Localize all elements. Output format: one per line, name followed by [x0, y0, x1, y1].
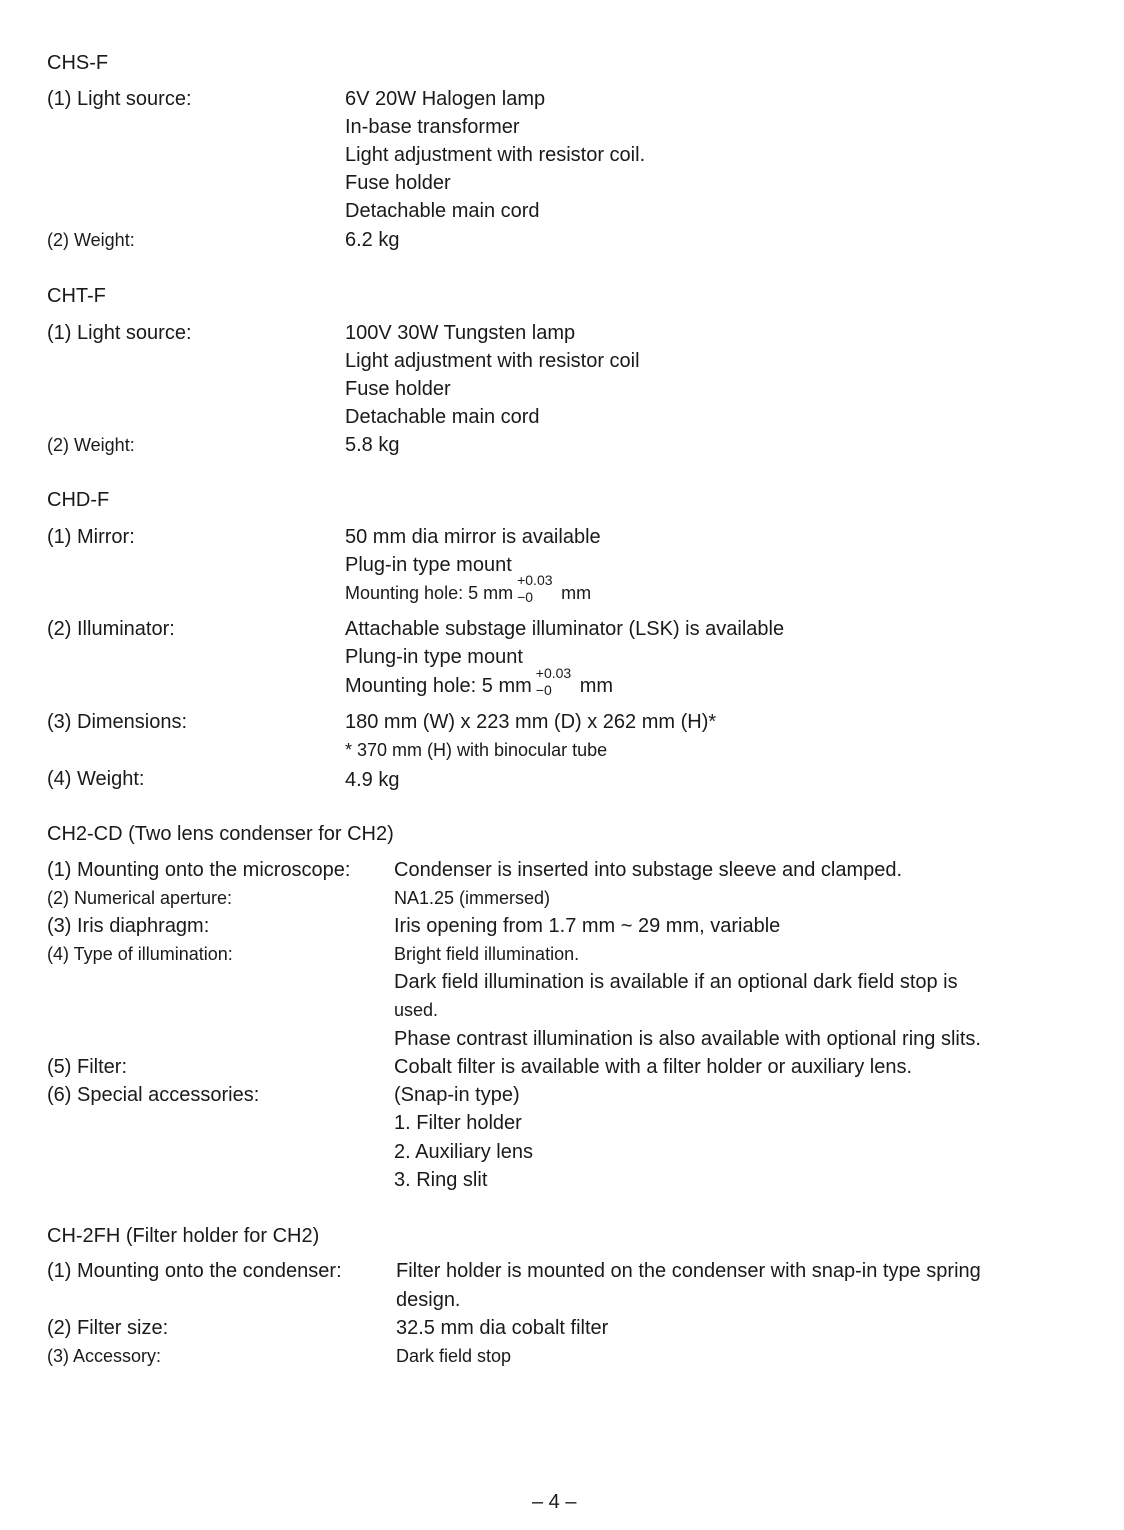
chd-mounting-hole-label: Mounting hole: 5 mm — [345, 583, 514, 603]
ch2cd-label: (5) Filter: — [47, 1056, 127, 1078]
ch2cd-illum-line: Phase contrast illumination is also available with optional ring slits. — [394, 1028, 981, 1050]
chd-heading: CHD-F — [47, 489, 110, 511]
chd-mounting-hole-label: Mounting hole: 5 mm — [345, 675, 532, 697]
cht-light-line: 100V 30W Tungsten lamp — [345, 322, 576, 344]
ch2cd-label: (4) Type of illumination: — [47, 944, 233, 964]
ch2cd-mounting: Condenser is inserted into substage sleeve and clamped. — [394, 859, 903, 881]
chd-weight-label: (4) Weight: — [47, 768, 145, 790]
chd-weight-value: 4.9 kg — [345, 769, 400, 791]
chd-mounting-hole — [345, 665, 614, 700]
ch2fh-heading: CH-2FH (Filter holder for CH2) — [47, 1225, 320, 1247]
ch2cd-label: (6) Special accessories: — [47, 1084, 260, 1106]
ch2cd-label: (1) Mounting onto the microscope: — [47, 859, 351, 881]
chs-heading: CHS-F — [47, 52, 109, 74]
cht-light-line: Detachable main cord — [345, 406, 540, 428]
tolerance-lower: −0 — [535, 682, 552, 698]
page-number: – 4 – — [532, 1491, 577, 1513]
ch2cd-illum-line: used. — [394, 1000, 439, 1020]
unit: mm — [561, 583, 592, 603]
tolerance-upper: +0.03 — [535, 665, 572, 681]
ch2cd-filter: Cobalt filter is available with a filter holder or auxiliary lens. — [394, 1056, 913, 1078]
ch2cd-na: NA1.25 (immersed) — [394, 888, 551, 908]
ch2fh-filter-size: 32.5 mm dia cobalt filter — [396, 1317, 609, 1339]
cht-light-line: Light adjustment with resistor coil — [345, 350, 640, 372]
ch2cd-acc-line: (Snap-in type) — [394, 1084, 520, 1106]
chd-dimensions-line: 180 mm (W) x 223 mm (D) x 262 mm (H)* — [345, 711, 717, 733]
ch2fh-mounting-line: design. — [396, 1289, 461, 1311]
ch2fh-label: (2) Filter size: — [47, 1317, 169, 1339]
chd-dimensions-label: (3) Dimensions: — [47, 711, 188, 733]
chs-weight-label: (2) Weight: — [47, 230, 135, 250]
tolerance — [517, 572, 557, 607]
chd-mirror-label: (1) Mirror: — [47, 526, 135, 548]
ch2fh-label: (1) Mounting onto the condenser: — [47, 1260, 342, 1282]
cht-light-label: (1) Light source: — [47, 322, 192, 344]
tolerance-upper: +0.03 — [517, 572, 553, 588]
tolerance-lower: −0 — [517, 589, 534, 605]
chd-mounting-hole — [345, 572, 592, 607]
chs-weight-value: 6.2 kg — [345, 229, 400, 251]
ch2cd-acc-line: 3. Ring slit — [394, 1169, 488, 1191]
ch2cd-illum-line: Dark field illumination is available if an optional dark field stop is — [394, 971, 958, 993]
chs-light-label: (1) Light source: — [47, 88, 192, 110]
chd-illuminator-line: Attachable substage illuminator (LSK) is available — [345, 618, 785, 640]
chs-light-line: Detachable main cord — [345, 200, 540, 222]
ch2cd-label: (3) Iris diaphragm: — [47, 915, 210, 937]
chs-light-line: Light adjustment with resistor coil. — [345, 144, 646, 166]
cht-weight-value: 5.8 kg — [345, 434, 400, 456]
tolerance — [535, 665, 576, 700]
ch2cd-acc-line: 2. Auxiliary lens — [394, 1141, 533, 1163]
ch2cd-label: (2) Numerical aperture: — [47, 888, 233, 908]
ch2fh-label: (3) Accessory: — [47, 1346, 162, 1366]
chd-mirror-line: 50 mm dia mirror is available — [345, 526, 601, 548]
ch2fh-mounting-line: Filter holder is mounted on the condenser with snap-in type spring — [396, 1260, 981, 1282]
chd-illuminator-label: (2) Illuminator: — [47, 618, 175, 640]
cht-light-line: Fuse holder — [345, 378, 451, 400]
ch2cd-acc-line: 1. Filter holder — [394, 1112, 522, 1134]
ch2cd-iris: Iris opening from 1.7 mm ~ 29 mm, variable — [394, 915, 781, 937]
chs-light-line: 6V 20W Halogen lamp — [345, 88, 546, 110]
ch2cd-illum-line: Bright field illumination. — [394, 944, 580, 964]
chd-illuminator-line: Plung-in type mount — [345, 646, 523, 668]
ch2cd-heading: CH2-CD (Two lens condenser for CH2) — [47, 823, 394, 845]
chd-dimensions-note: * 370 mm (H) with binocular tube — [345, 740, 608, 760]
chd-mirror-line: Plug-in type mount — [345, 554, 512, 576]
chs-light-line: In-base transformer — [345, 116, 520, 138]
ch2fh-accessory: Dark field stop — [396, 1346, 512, 1366]
chs-light-line: Fuse holder — [345, 172, 451, 194]
unit: mm — [579, 675, 614, 697]
cht-weight-label: (2) Weight: — [47, 435, 135, 455]
cht-heading: CHT-F — [47, 285, 106, 307]
